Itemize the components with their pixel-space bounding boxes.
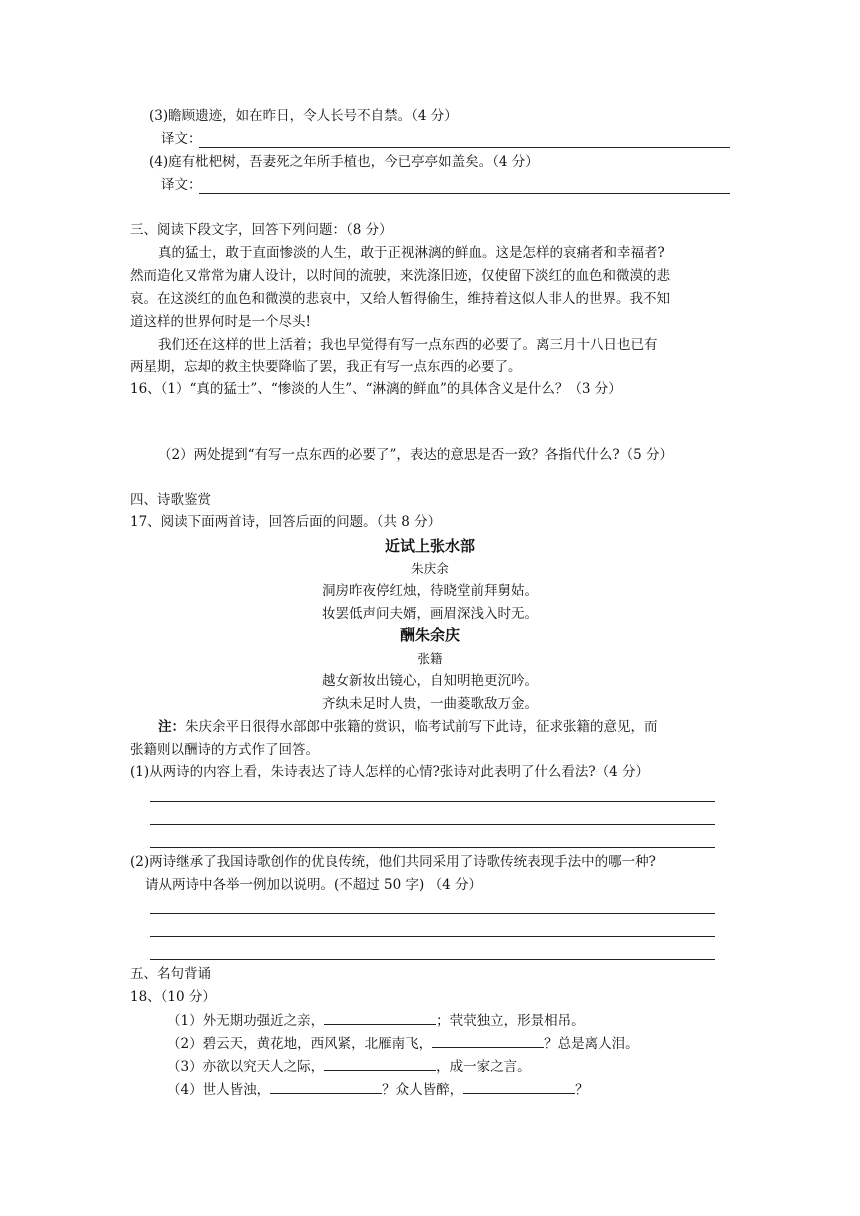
recite-item-4 [167, 1079, 589, 1099]
recite-text: （1）外无期功强近之亲， [167, 1013, 325, 1029]
poem-note [158, 718, 658, 736]
answer-line[interactable] [150, 847, 715, 848]
recite-text: （3）亦欲以究天人之际， [167, 1059, 325, 1075]
q15-item4: (4)庭有枇杷树，吾妻死之年所手植也，今已亭亭如盖矣。（4 分） [149, 154, 539, 170]
note-text: 朱庆余平日很得水部郎中张籍的赏识，临考试前写下此诗，征求张籍的意见，而 [185, 719, 658, 735]
passage-line: 我们还在这样的世上活着；我也早觉得有写一点东西的必要了。离三月十八日也已有 [158, 337, 658, 353]
answer-line[interactable] [150, 824, 715, 825]
fill-blank[interactable] [270, 1079, 382, 1094]
fill-blank[interactable] [463, 1079, 575, 1094]
recite-item-2 [167, 1033, 639, 1053]
question-17: 17、阅读下面两首诗，回答后面的问题。（共 8 分） [130, 514, 442, 530]
passage-line: 哀。在这淡红的血色和微漠的悲哀中，又给人暂得偷生，维持着这似人非人的世界。我不知 [130, 291, 670, 307]
poem-note-line: 张籍则以酬诗的方式作了回答。 [130, 742, 319, 758]
poem2-line: 越女新妆出镜心，自知明艳更沉吟。 [322, 673, 538, 689]
answer-line[interactable] [150, 936, 715, 937]
question-16-1: 16、（1）“真的猛士”、“惨淡的人生”、“淋漓的鲜血”的具体含义是什么？（3 分） [130, 381, 622, 397]
q15-item3: (3)瞻顾遗迹，如在昨日，令人长号不自禁。（4 分） [149, 108, 458, 124]
recite-item-3 [167, 1056, 531, 1076]
question-17-2-cont: 请从两诗中各举一例加以说明。(不超过 50 字) （4 分） [145, 877, 482, 893]
fill-blank[interactable] [324, 1056, 436, 1071]
recite-text: ？总是离人泪。 [544, 1036, 639, 1052]
answer-line[interactable] [150, 913, 715, 914]
poem1-line: 妆罢低声问夫婿，画眉深浅入时无。 [322, 606, 538, 622]
section4-heading: 四、诗歌鉴赏 [130, 492, 211, 508]
poem2-author: 张籍 [417, 651, 443, 666]
poem1-line: 洞房昨夜停红烛，待晓堂前拜舅姑。 [322, 583, 538, 599]
recite-text: ，成一家之言。 [436, 1059, 531, 1075]
recite-text: ？众人皆醉， [382, 1082, 464, 1098]
poem1-title: 近试上张水部 [384, 537, 475, 555]
answer-line[interactable] [150, 801, 715, 802]
poem2-title: 酬朱余庆 [399, 626, 460, 644]
fill-blank[interactable] [432, 1033, 544, 1048]
passage-line: 然而造化又常常为庸人设计，以时间的流驶，来洗涤旧迹，仅使留下淡红的血色和微漠的悲 [130, 268, 670, 284]
recite-text: （4）世人皆浊， [167, 1082, 271, 1098]
recite-text: （2）碧云天，黄花地，西风紧，北雁南飞， [167, 1036, 433, 1052]
question-18: 18、（10 分） [130, 989, 216, 1005]
poem2-line: 齐纨未足时人贵，一曲菱歌敌万金。 [322, 696, 538, 712]
q15-item4-answer-line[interactable] [199, 193, 730, 194]
passage-line: 两星期，忘却的救主快要降临了罢，我正有写一点东西的必要了。 [130, 359, 522, 375]
poem1-author: 朱庆余 [411, 561, 449, 576]
passage-line: 道这样的世界何时是一个尽头! [130, 314, 311, 330]
question-17-1: (1)从两诗的内容上看，朱诗表达了诗人怎样的心情?张诗对此表明了什么看法?（4 分） [130, 764, 649, 780]
q15-item4-label: 译文： [161, 177, 202, 193]
recite-text: ？ [575, 1082, 589, 1098]
answer-line[interactable] [150, 959, 715, 960]
question-17-2: (2)两诗继承了我国诗歌创作的优良传统，他们共同采用了诗歌传统表现手法中的哪一种? [130, 854, 656, 870]
section3-heading: 三、阅读下段文字，回答下列问题：（8 分） [130, 222, 393, 238]
question-16-2: （2）两处提到“有写一点东西的必要了”，表达的意思是否一致？各指代什么?（5 分） [158, 447, 674, 463]
q15-item3-answer-line[interactable] [199, 147, 730, 148]
recite-item-1 [167, 1010, 585, 1030]
passage-line: 真的猛士，敢于直面惨淡的人生，敢于正视淋漓的鲜血。这是怎样的哀痛者和幸福者? [158, 245, 665, 261]
note-label: 注： [158, 719, 185, 735]
q15-item3-label: 译文： [161, 131, 202, 147]
section5-heading: 五、名句背诵 [130, 966, 211, 982]
recite-text: ；茕茕独立，形景相吊。 [436, 1013, 585, 1029]
fill-blank[interactable] [324, 1010, 436, 1025]
